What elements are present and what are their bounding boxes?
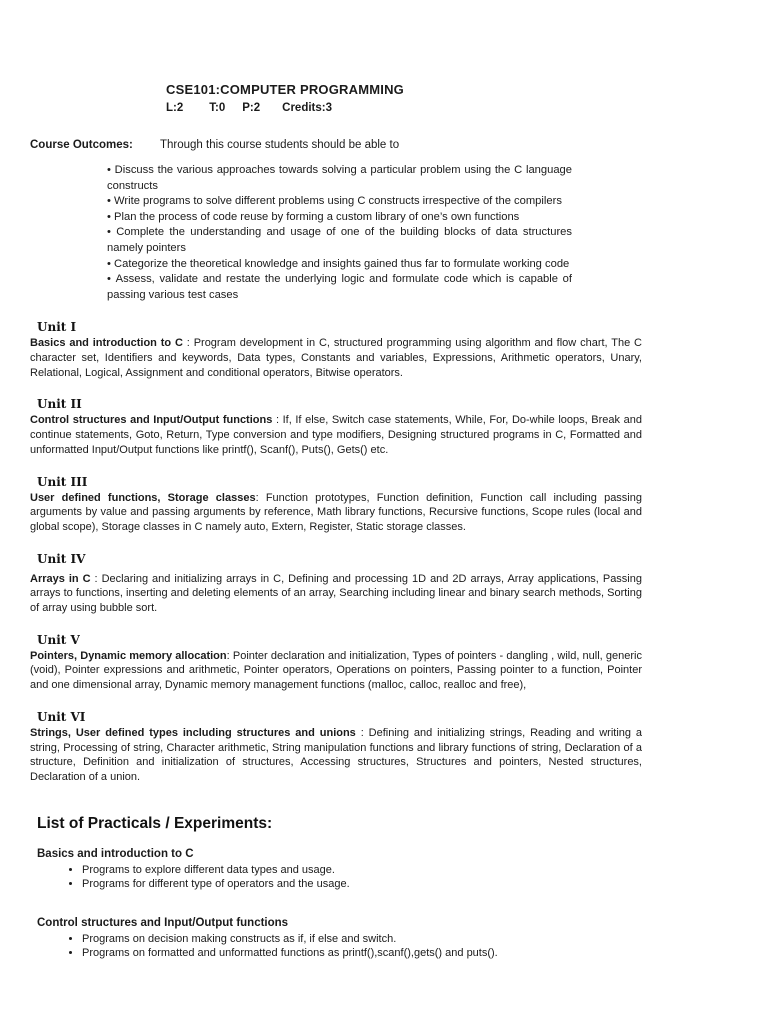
unit-3-description: Function prototypes, Function definition, Function call including passing arguments by value and passing arguments by reference, Math library functions, Recursive functions, Scope rules (local and global scope), Storage classes in C namely auto, Extern, Register, Static storage classes. <box>30 491 642 533</box>
course-outcomes-list <box>107 163 572 303</box>
course-outcomes-header <box>30 139 768 151</box>
practicals-section-control <box>0 917 768 961</box>
practicals-heading: List of Practicals / Experiments: <box>37 814 273 832</box>
unit-2-separator: : <box>272 414 283 427</box>
course-outcome-item: • Write programs to solve different problems using C constructs irrespective of the compilers <box>107 194 572 210</box>
unit-2-section <box>30 397 642 457</box>
course-outcomes-label: Course Outcomes: <box>30 139 133 151</box>
lecture-hours: L:2 <box>166 102 184 114</box>
unit-2-description: If, If else, Switch case statements, While, For, Do-while loops, Break and continue statements, Goto, Return, Type conversion and type modifiers, Designing structured programs in C, Formatted and unformatted Input/Output functions like printf(), Scanf(), Puts(), Gets() etc. <box>30 414 642 456</box>
course-outcome-item: • Discuss the various approaches towards solving a particular problem using the C language constructs <box>107 163 572 194</box>
practical-item: • Programs for different type of operators and the usage. <box>82 877 768 892</box>
unit-4-heading: Unit IV <box>37 551 86 566</box>
practical-item: • Programs on formatted and unformatted functions as printf(),scanf(),gets() and puts(). <box>82 946 768 961</box>
unit-5-topic: Pointers, Dynamic memory allocation <box>30 649 227 662</box>
unit-1-separator: : <box>182 337 194 350</box>
unit-6-separator: : <box>355 726 369 739</box>
unit-6-description: Defining and initializing strings, Reading and writing a string, Processing of string, Character arithmetic, String manipulation functions and library functions of string, Declaration of a structure, Definition and initialization of structures, Accessing structures, Structures and pointers, Nested structures, Declaration of a union. <box>30 726 643 783</box>
unit-3-topic: User defined functions, Storage classes <box>30 491 256 504</box>
practicals-basics-title: Basics and introduction to C <box>37 847 194 860</box>
unit-4-description: Declaring and initializing arrays in C, Defining and processing 1D and 2D arrays, Array applications, Passing arrays to functions, inserting and deleting elements of an array, Searching including linear and binary search methods, Sorting of array using bubble sort. <box>30 572 642 615</box>
unit-3-heading: Unit III <box>37 474 88 489</box>
unit-1-description: Program development in C, structured programming using algorithm and flow chart, The C character set, Identifiers and keywords, Data types, Constants and variables, Expressions, Arithmetic operators, Unary, Relational, Logical, Assignment and conditional operators, Bitwise operators. <box>30 337 643 379</box>
unit-5-description: Pointer declaration and initialization, Types of pointers - dangling , wild, null, generic (void), Pointer expressions and arithmetic, Pointer operators, Operations on pointers, Passing pointer to a function, Pointer and one dimensional array, Dynamic memory management functions (malloc, calloc, realloc and free), <box>30 649 642 692</box>
unit-3-section <box>30 475 642 535</box>
practicals-section-basics <box>0 848 768 892</box>
unit-4-separator: : <box>90 572 102 585</box>
practical-hours: P:2 <box>242 102 261 114</box>
unit-4-section <box>30 552 642 616</box>
unit-6-heading: Unit VI <box>37 709 86 724</box>
unit-3-separator: : <box>255 491 266 504</box>
unit-5-heading: Unit V <box>37 632 80 647</box>
course-outcome-item: • Plan the process of code reuse by forming a custom library of one’s own functions <box>107 210 572 226</box>
unit-1-topic: Basics and introduction to C <box>30 337 183 350</box>
unit-5-separator: : <box>226 649 233 662</box>
unit-2-topic: Control structures and Input/Output functions <box>30 414 273 427</box>
course-outcomes-intro: Through this course students should be able to <box>160 139 400 151</box>
practicals-control-list <box>60 932 768 961</box>
course-outcome-item: • Complete the understanding and usage of one of the building blocks of data structures namely pointers <box>107 225 572 256</box>
tutorial-hours: T:0 <box>209 102 226 114</box>
course-outcome-item: • Categorize the theoretical knowledge and insights gained thus far to formulate working code <box>107 257 572 273</box>
course-outcome-item: • Assess, validate and restate the underlying logic and formulate code which is capable of passing various test cases <box>107 272 572 303</box>
unit-5-body <box>30 649 642 693</box>
unit-3-body <box>30 491 642 535</box>
course-title: CSE101:COMPUTER PROGRAMMING <box>166 82 404 97</box>
practical-item: • Programs on decision making constructs as if, if else and switch. <box>82 932 768 947</box>
practicals-control-title: Control structures and Input/Output functions <box>37 916 289 929</box>
units-container <box>30 320 642 784</box>
unit-1-body <box>30 336 642 380</box>
unit-6-topic: Strings, User defined types including structures and unions <box>30 726 356 739</box>
unit-1-section <box>30 320 642 380</box>
unit-1-heading: Unit I <box>37 320 77 335</box>
practical-item: • Programs to explore different data types and usage. <box>82 863 768 878</box>
unit-6-section <box>30 710 642 785</box>
credits-value: Credits:3 <box>282 102 332 114</box>
unit-5-section <box>30 633 642 693</box>
credits-line <box>166 102 768 114</box>
unit-6-body <box>30 726 642 785</box>
unit-2-body <box>30 413 642 457</box>
unit-4-body <box>30 572 642 616</box>
practicals-basics-list <box>60 863 768 892</box>
unit-2-heading: Unit II <box>37 397 82 412</box>
unit-4-topic: Arrays in C <box>30 572 91 585</box>
